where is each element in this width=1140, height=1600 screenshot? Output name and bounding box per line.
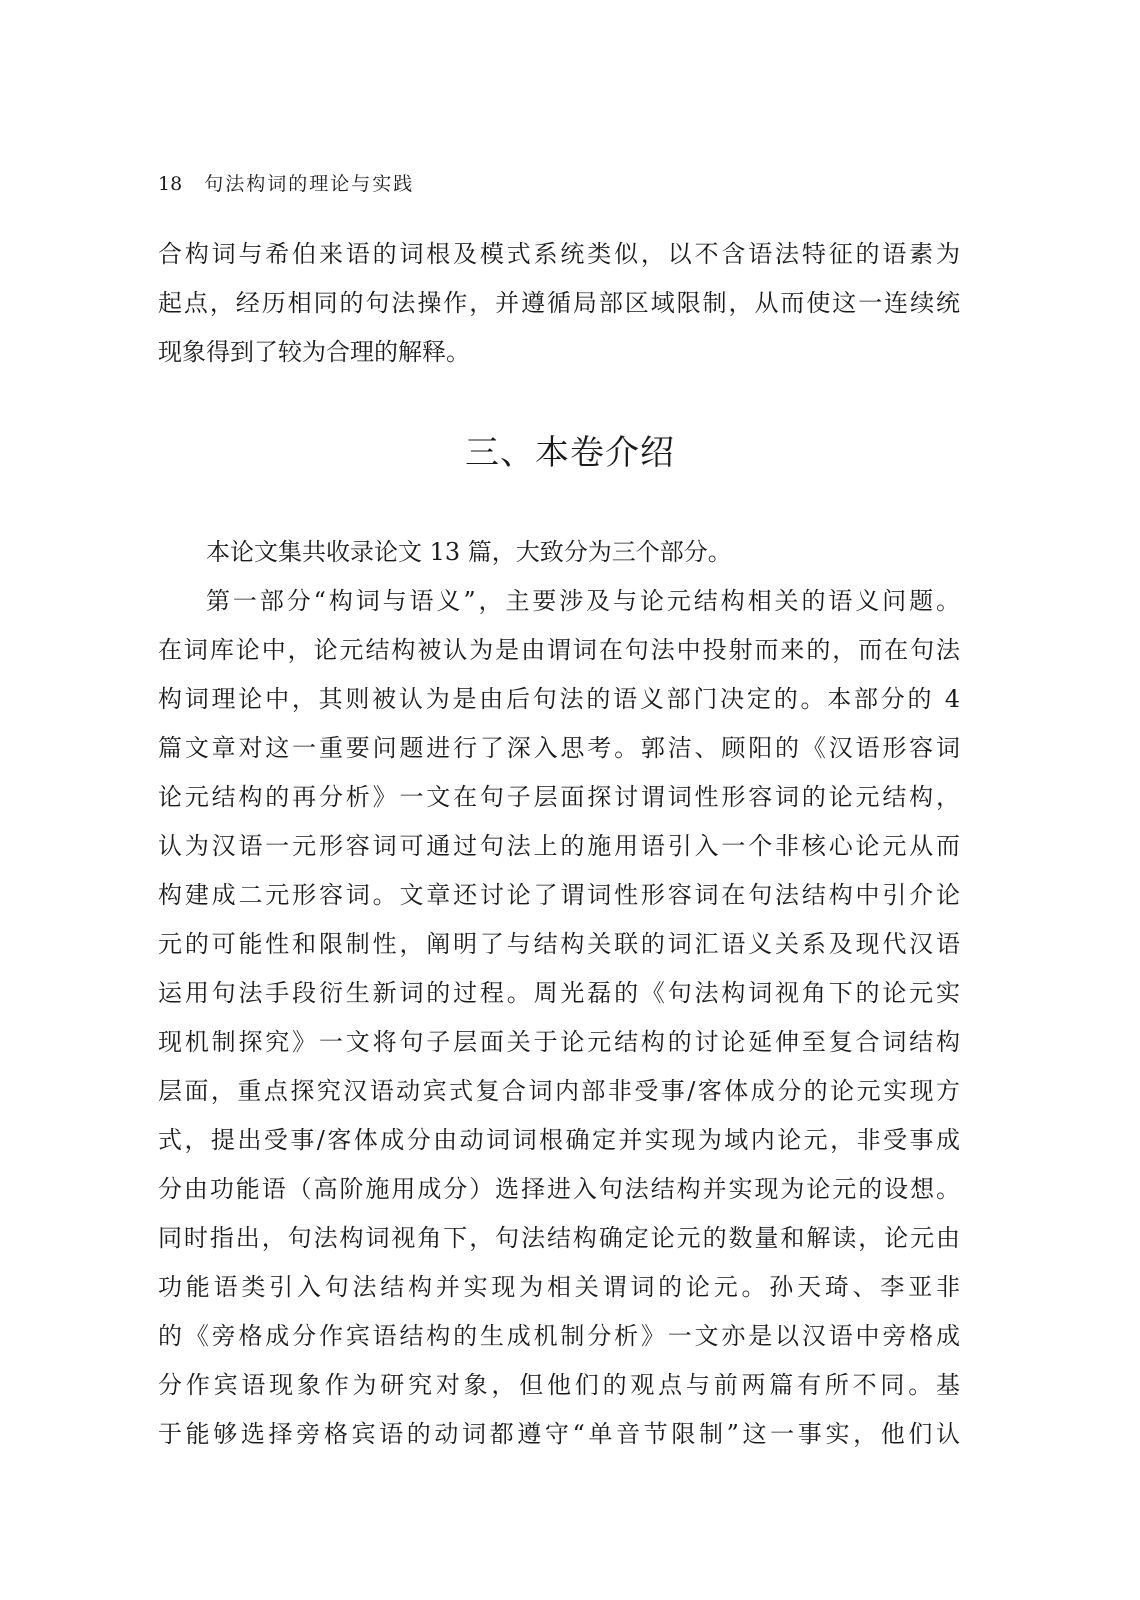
text-line: 的《旁格成分作宾语结构的生成机制分析》一文亦是以汉语中旁格成 bbox=[158, 1322, 960, 1350]
text-line: 同时指出，句法构词视角下，句法结构确定论元的数量和解读，论元由 bbox=[158, 1224, 960, 1252]
text-line: 构词理论中，其则被认为是由后句法的语义部门决定的。本部分的 4 bbox=[158, 685, 960, 713]
text-line: 分由功能语（高阶施用成分）选择进入句法结构并实现为论元的设想。 bbox=[158, 1175, 960, 1203]
text-line: 元的可能性和限制性，阐明了与结构关联的词汇语义关系及现代汉语 bbox=[158, 930, 960, 958]
text-line: 式，提出受事/客体成分由动词词根确定并实现为域内论元，非受事成 bbox=[158, 1126, 960, 1154]
text-line: 现象得到了较为合理的解释。 bbox=[158, 338, 470, 366]
book-title: 句法构词的理论与实践 bbox=[204, 173, 415, 195]
page-number: 18 bbox=[158, 173, 183, 195]
text-line: 起点，经历相同的句法操作，并遵循局部区域限制，从而使这一连续统 bbox=[158, 289, 960, 317]
text-line: 在词库论中，论元结构被认为是由谓词在句法中投射而来的，而在句法 bbox=[158, 636, 960, 664]
text-line: 本论文集共收录论文 13 篇，大致分为三个部分。 bbox=[206, 538, 732, 566]
text-line: 层面，重点探究汉语动宾式复合词内部非受事/客体成分的论元实现方 bbox=[158, 1077, 960, 1105]
text-line: 运用句法手段衍生新词的过程。周光磊的《句法构词视角下的论元实 bbox=[158, 979, 960, 1007]
text-line: 构建成二元形容词。文章还讨论了谓词性形容词在句法结构中引介论 bbox=[158, 881, 960, 909]
text-line: 合构词与希伯来语的词根及模式系统类似，以不含语法特征的语素为 bbox=[158, 240, 960, 268]
continued-paragraph bbox=[158, 230, 960, 377]
text-line: 分作宾语现象作为研究对象，但他们的观点与前两篇有所不同。基 bbox=[158, 1371, 960, 1399]
section-body bbox=[158, 528, 960, 1459]
text-line: 现机制探究》一文将句子层面关于论元结构的讨论延伸至复合词结构 bbox=[158, 1028, 960, 1056]
running-header bbox=[158, 172, 414, 196]
text-line: 篇文章对这一重要问题进行了深入思考。郭洁、顾阳的《汉语形容词 bbox=[158, 734, 960, 762]
text-line: 第一部分“构词与语义”，主要涉及与论元结构相关的语义问题。 bbox=[206, 587, 960, 615]
text-line: 功能语类引入句法结构并实现为相关谓词的论元。孙天琦、李亚非 bbox=[158, 1273, 960, 1301]
text-line: 于能够选择旁格宾语的动词都遵守“单音节限制”这一事实，他们认 bbox=[158, 1420, 960, 1448]
text-line: 论元结构的再分析》一文在句子层面探讨谓词性形容词的论元结构， bbox=[158, 783, 960, 811]
section-heading: 三、本卷介绍 bbox=[465, 433, 675, 473]
text-line: 认为汉语一元形容词可通过句法上的施用语引入一个非核心论元从而 bbox=[158, 832, 960, 860]
